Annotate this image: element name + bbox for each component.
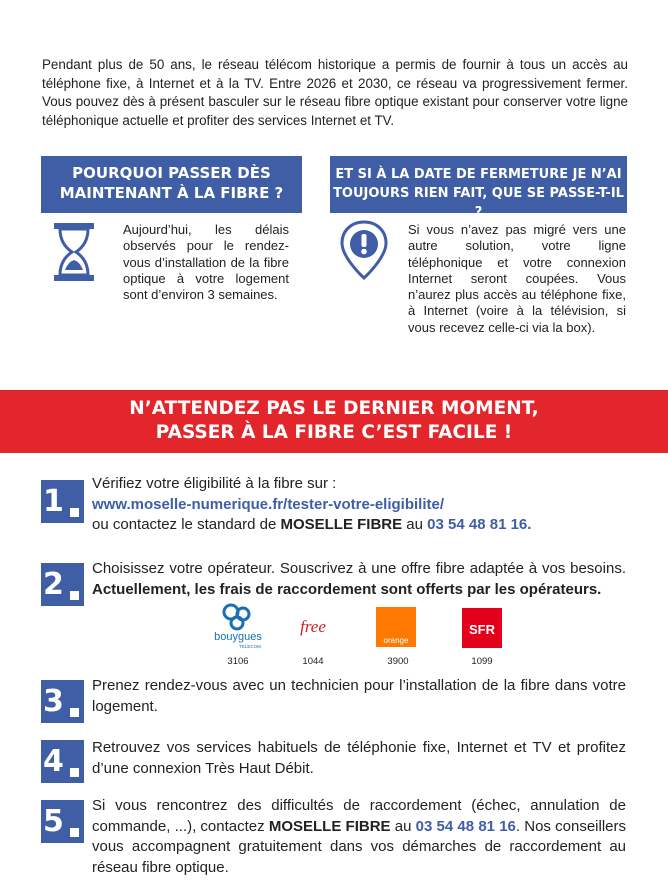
phone-number-2[interactable]: 03 54 48 81 16 — [415, 817, 516, 835]
banner-line1: N’ATTENDEZ PAS LE DERNIER MOMENT, — [129, 398, 539, 419]
free-logo — [285, 602, 341, 650]
orange-count: 3900 — [387, 656, 409, 667]
what-happens-title-line2: TOUJOURS RIEN FAIT, QUE SE PASSE-T-IL ? — [333, 186, 624, 220]
why-switch-title — [41, 156, 302, 213]
step-2-text: Choisissez votre opérateur. Souscrivez à une offre fibre adaptée à vos besoins. Actuellement, les frais de raccordement sont offerts par les opérateurs. — [92, 560, 626, 598]
bouygues-logo-mark — [210, 602, 266, 650]
why-switch-text: Aujourd’hui, les délais observés pour le rendez-vous d’installation de la fibre optique à votre logement sont d’environ 3 semaines. — [123, 222, 289, 303]
step-4-text: Retrouvez vos services habituels de téléphonie fixe, Internet et TV et profitez d’une connexion Très Haut Débit. — [92, 739, 626, 777]
sfr-logo-mark — [454, 602, 510, 650]
phone-number[interactable]: 03 54 48 81 16. — [427, 516, 532, 533]
hourglass-icon — [52, 222, 96, 282]
free-count: 1044 — [302, 656, 324, 667]
step-3-text: Prenez rendez-vous avec un technicien pour l’installation de la fibre dans votre logement. — [92, 677, 626, 715]
sfr-logo — [454, 602, 510, 650]
svg-text:SFR: SFR — [469, 622, 495, 637]
svg-text:orange: orange — [383, 636, 409, 645]
free-logo-mark — [285, 602, 341, 650]
step-number-2: 2 — [41, 563, 84, 606]
what-happens-text: Si vous n’avez pas migré vers une autre solution, votre ligne téléphonique et votre connexion Internet seront coupées. Vous n’aurez plus accès au téléphone fixe, à Internet (voire à la télévision, si vous recevez celle-ci via la box). — [408, 222, 626, 335]
alert-pin-icon — [339, 220, 389, 282]
step-1-text: Vérifiez votre éligibilité à la fibre sur : www.moselle-numerique.fr/tester-votre-eligibilite/ ou contactez le standard de MOSELLE FIBRE au 03 54 48 81 16. — [92, 474, 626, 536]
step-number-4: 4 — [41, 740, 84, 783]
step-number-5: 5 — [41, 800, 84, 843]
svg-text:bouygues: bouygues — [214, 631, 262, 643]
sfr-count: 1099 — [471, 656, 493, 667]
why-switch-title-line1: POURQUOI PASSER DÈS — [72, 164, 271, 182]
eligibility-link[interactable]: www.moselle-numerique.fr/tester-votre-eligibilite/ — [92, 495, 445, 513]
bouygues-logo — [210, 602, 266, 650]
intro-paragraph: Pendant plus de 50 ans, le réseau télécom historique a permis de fournir à tous un accès au téléphone fixe, à Internet et à la TV. Entre 2026 et 2030, ce réseau va progressivement fermer. Vous pouvez dès à présent basculer sur le réseau fibre optique existant pour conserver votre ligne téléphonique actuelle et profiter des services Internet et TV. — [42, 57, 628, 128]
banner-line2: PASSER À LA FIBRE C’EST FACILE ! — [155, 422, 513, 443]
what-happens-title-line1: ET SI À LA DATE DE FERMETURE JE N’AI — [335, 167, 622, 182]
step-number-3: 3 — [41, 680, 84, 723]
orange-logo-mark — [370, 602, 426, 650]
why-switch-title-line2: MAINTENANT À LA FIBRE ? — [59, 184, 284, 202]
orange-logo — [370, 602, 426, 650]
headline-banner — [0, 390, 668, 453]
step-1-line1: Vérifiez votre éligibilité à la fibre sur : — [92, 475, 337, 492]
svg-text:free: free — [300, 617, 326, 636]
bouygues-count: 3106 — [227, 656, 249, 667]
moselle-fibre-name: MOSELLE FIBRE — [280, 516, 403, 533]
moselle-fibre-name-2: MOSELLE FIBRE — [268, 817, 391, 835]
step-5-text: Si vous rencontrez des difficultés de raccordement (échec, annulation de commande, ...), contactez MOSELLE FIBRE au 03 54 48 81 16. Nos conseillers vous accompagnent gratuitement dans vos démarches de raccordement au réseau fibre optique. — [92, 797, 626, 876]
what-happens-title — [330, 156, 627, 220]
svg-text:TELECOM: TELECOM — [239, 644, 261, 649]
step-number-1: 1 — [41, 480, 84, 523]
